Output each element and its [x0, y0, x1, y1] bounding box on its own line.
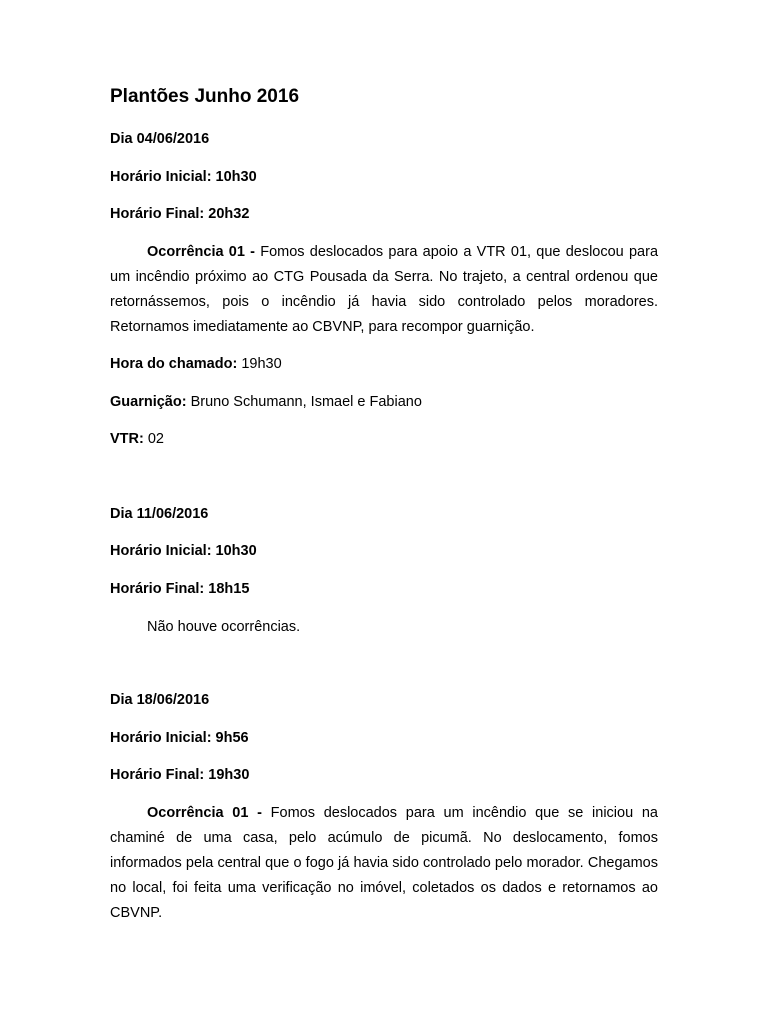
end-time: Horário Final: 19h30 [110, 767, 250, 783]
vehicle [110, 431, 164, 447]
page-title: Plantões Junho 2016 [110, 86, 300, 107]
crew [110, 394, 422, 410]
no-occurrence-note: Não houve ocorrências. [147, 619, 301, 635]
start-time: Horário Inicial: 9h56 [110, 730, 249, 746]
occurrence-label: Ocorrência 01 - [147, 805, 271, 821]
day-date: Dia 18/06/2016 [110, 692, 210, 708]
vehicle-value: 02 [143, 431, 165, 447]
start-time: Horário Inicial: 10h30 [110, 169, 257, 185]
crew-value: Bruno Schumann, Ismael e Fabiano [186, 394, 422, 410]
occurrence-paragraph [110, 801, 658, 926]
start-time: Horário Inicial: 10h30 [110, 543, 257, 559]
occurrence-label: Ocorrência 01 - [147, 244, 261, 260]
call-time-label: Hora do chamado: [110, 356, 238, 372]
occurrence-text: Fomos deslocados para apoio a VTR 01, que deslocou para um incêndio próximo ao CTG Pousada da Serra. No trajeto, a central ordenou que retornássemos, pois o incêndio já havia sido controlado pelos moradores. Retornamos imediatamente ao CBVNP, para recompor guarnição. [110, 244, 659, 335]
day-date: Dia 11/06/2016 [110, 506, 209, 522]
crew-label: Guarnição: [110, 394, 187, 410]
end-time: Horário Final: 20h32 [110, 206, 250, 222]
call-time [110, 356, 282, 372]
occurrence-text: Fomos deslocados para um incêndio que se iniciou na chaminé de uma casa, pelo acúmulo de picumã. No deslocamento, fomos informados pela central que o fogo já havia sido controlado pelo morador. Chegamos no local, foi feita uma verificação no imóvel, coletados os dados e retornamos ao CBVNP. [110, 805, 658, 921]
occurrence-paragraph [110, 240, 658, 340]
vehicle-label: VTR: [110, 431, 144, 447]
call-time-value: 19h30 [237, 356, 282, 372]
day-date: Dia 04/06/2016 [110, 131, 210, 147]
end-time: Horário Final: 18h15 [110, 581, 250, 597]
